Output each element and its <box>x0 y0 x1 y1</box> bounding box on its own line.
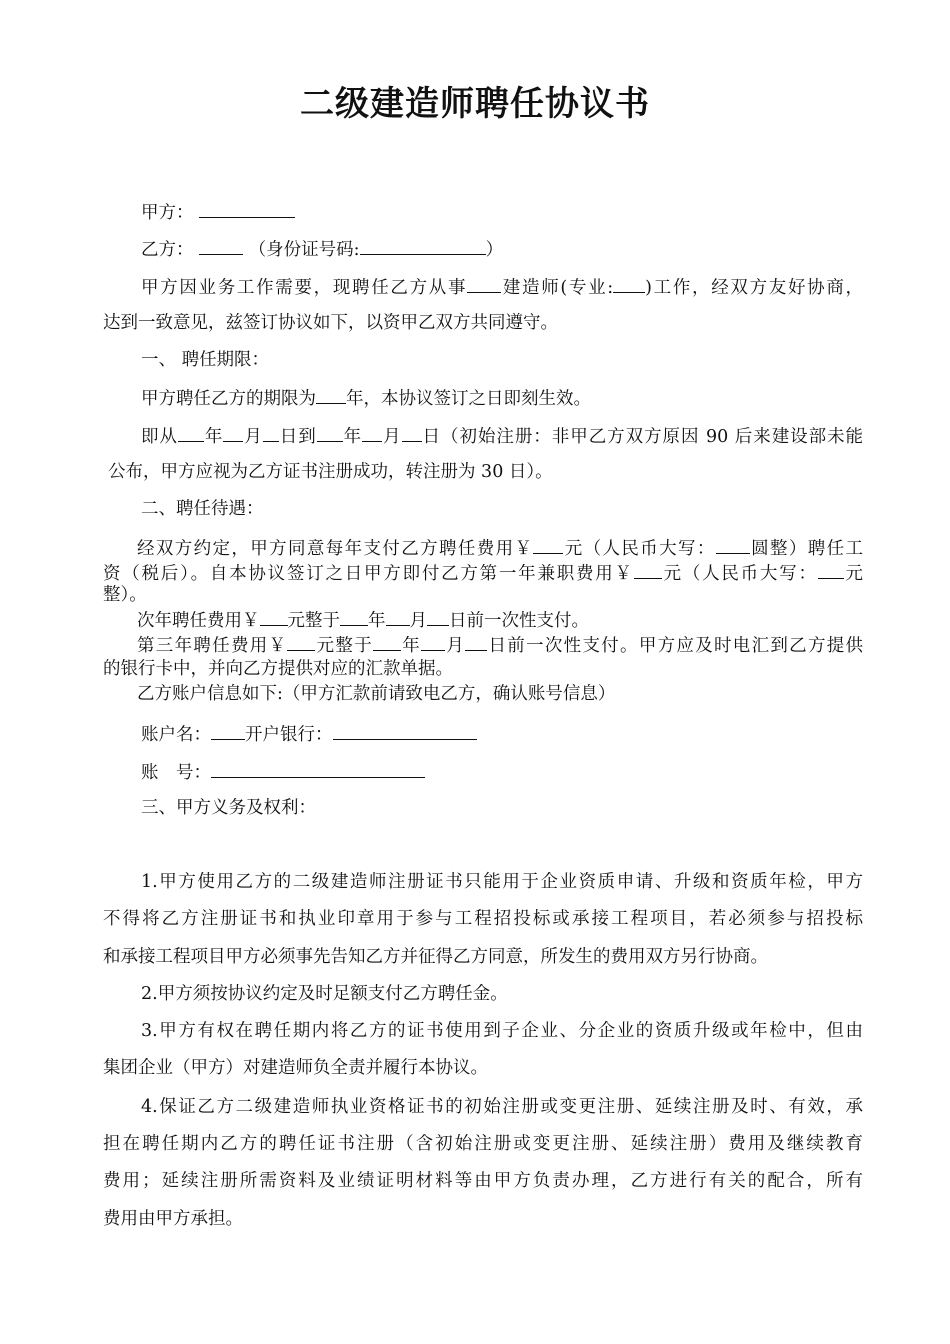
end-month-blank <box>362 424 382 442</box>
y3-day-blank <box>465 633 487 651</box>
party-b-id-label: （身份证号码: <box>248 240 360 260</box>
obligation-4-line-2: 担在聘任期内乙方的聘任证书注册（含初始注册或变更注册、延续注册）费用及继续教育 <box>103 1134 863 1154</box>
y2-year-blank <box>340 608 368 626</box>
y3-fee-blank <box>287 633 315 651</box>
obligation-1-line-1: 1.甲方使用乙方的二级建造师注册证书只能用于企业资质申请、升级和资质年检，甲方 <box>141 872 863 892</box>
intro-text-c: )工作，经双方友好协商， <box>645 278 864 298</box>
y3-text-c: 年 <box>401 636 422 656</box>
salary-l2-c: 元 <box>843 564 864 584</box>
account-name-label: 账户名： <box>141 725 211 745</box>
y2-text-a: 次年聘任费用￥ <box>137 611 260 631</box>
account-number-blank <box>211 760 425 778</box>
document-title: 二级建造师聘任协议书 <box>300 84 650 124</box>
dates-from: 即从 <box>141 427 178 447</box>
salary-text-c: 圆整）聘任工 <box>749 539 863 559</box>
term-dates-line-1 <box>141 424 863 448</box>
account-info-intro: 乙方账户信息如下:（甲方汇款前请致电乙方，确认账号信息） <box>137 684 616 704</box>
y3-month-blank <box>421 633 445 651</box>
obligation-4-line-1: 4.保证乙方二级建造师执业资格证书的初始注册或变更注册、延续注册及时、有效，承 <box>141 1097 863 1117</box>
section-2-heading: 二、聘任待遇： <box>141 499 264 519</box>
role-blank <box>467 275 501 293</box>
y2-text-b: 元整于 <box>287 611 340 631</box>
account-number-label: 账 号： <box>141 763 211 783</box>
y2-month-blank <box>386 608 410 626</box>
y2-fee-blank <box>260 608 288 626</box>
start-year-blank <box>178 424 204 442</box>
intro-text-b: 建造师(专业: <box>501 278 614 298</box>
term-years-blank <box>316 386 346 404</box>
second-year-line <box>137 608 897 632</box>
salary-l2-a: 资（税后）。自本协议签订之日甲方即付乙方第一年兼职费用￥ <box>103 564 634 584</box>
intro-text-a: 甲方因业务工作需要，现聘任乙方从事 <box>141 278 468 298</box>
y3-text-d: 月 <box>445 636 466 656</box>
end-day-blank <box>402 424 422 442</box>
id-number-blank <box>360 237 486 255</box>
obligation-2: 2.甲方须按协议约定及时足额支付乙方聘任金。 <box>141 984 508 1004</box>
y2-text-d: 月 <box>409 611 427 631</box>
first-year-fee-blank <box>634 561 662 579</box>
y3-year-blank <box>373 633 401 651</box>
section-3-heading: 三、甲方义务及权利： <box>141 798 316 818</box>
party-a-label: 甲方： <box>141 203 194 223</box>
party-b-id-close: ） <box>485 240 504 260</box>
y2-day-blank <box>427 608 449 626</box>
account-name-line <box>141 722 863 746</box>
party-b-label: 乙方： <box>141 240 194 260</box>
dates-to: 日到 <box>278 427 317 447</box>
term-dates-line-2: 公布，甲方应视为乙方证书注册成功，转注册为 30 日）。 <box>108 462 553 482</box>
start-month-blank <box>223 424 243 442</box>
dates-year: 年 <box>203 427 224 447</box>
dates-end-month: 月 <box>382 427 402 447</box>
obligation-4-line-4: 费用由甲方承担。 <box>103 1209 243 1229</box>
salary-line-1 <box>137 536 863 560</box>
obligation-1-line-3: 和承接工程项目甲方必须事先告知乙方并征得乙方同意，所发生的费用双方另行协商。 <box>103 947 768 967</box>
y3-text-e: 日前一次性支付。甲方应及时电汇到乙方提供 <box>487 636 864 656</box>
y3-text-a: 第三年聘任费用￥ <box>137 636 288 656</box>
start-day-blank <box>263 424 279 442</box>
specialty-blank <box>613 275 645 293</box>
first-year-words-blank <box>818 561 844 579</box>
account-number-line <box>141 760 863 784</box>
obligation-4-line-3: 费用；延续注册所需资料及业绩证明材料等由甲方负责办理，乙方进行有关的配合，所有 <box>103 1171 863 1191</box>
obligation-1-line-2: 不得将乙方注册证书和执业印章用于参与工程招投标或承接工程项目，若必须参与招投标 <box>103 909 863 929</box>
obligation-3-line-2: 集团企业（甲方）对建造师负全责并履行本协议。 <box>103 1058 488 1078</box>
bank-label: 开户银行： <box>245 725 333 745</box>
party-b-blank <box>199 237 243 255</box>
annual-fee-words-blank <box>716 536 750 554</box>
y2-text-e: 日前一次性支付。 <box>449 611 589 631</box>
end-year-blank <box>317 424 343 442</box>
term-text-b: 年，本协议签订之日即刻生效。 <box>346 389 591 409</box>
bank-blank <box>333 722 477 740</box>
party-b-line <box>141 237 863 261</box>
term-paragraph <box>141 386 863 410</box>
account-name-blank <box>211 722 245 740</box>
intro-line-1 <box>141 275 863 299</box>
salary-l2-b: 元（人民币大写： <box>661 564 818 584</box>
salary-text-a: 经双方约定，甲方同意每年支付乙方聘任费用￥ <box>137 539 534 559</box>
salary-text-b: 元（人民币大写： <box>563 539 716 559</box>
third-year-line-1 <box>137 633 863 657</box>
annual-fee-blank <box>533 536 563 554</box>
party-a-line <box>141 200 863 224</box>
y2-text-c: 年 <box>368 611 386 631</box>
obligation-3-line-1: 3.甲方有权在聘任期内将乙方的证书使用到子企业、分企业的资质升级或年检中，但由 <box>141 1021 863 1041</box>
third-year-line-2: 的银行卡中，并向乙方提供对应的汇款单据。 <box>103 659 453 679</box>
y3-text-b: 元整于 <box>315 636 374 656</box>
term-text-a: 甲方聘任乙方的期限为 <box>141 389 316 409</box>
salary-line-2 <box>103 561 863 585</box>
dates-end-year: 年 <box>342 427 363 447</box>
salary-line-3: 整）。 <box>103 585 147 605</box>
dates-month: 月 <box>243 427 263 447</box>
party-a-blank <box>199 200 295 218</box>
dates-note: 日（初始注册：非甲乙方双方原因 90 后来建设部未能 <box>421 427 864 447</box>
intro-line-2: 达到一致意见，兹签订协议如下，以资甲乙双方共同遵守。 <box>103 313 558 333</box>
section-1-heading: 一、 聘任期限： <box>141 350 270 370</box>
